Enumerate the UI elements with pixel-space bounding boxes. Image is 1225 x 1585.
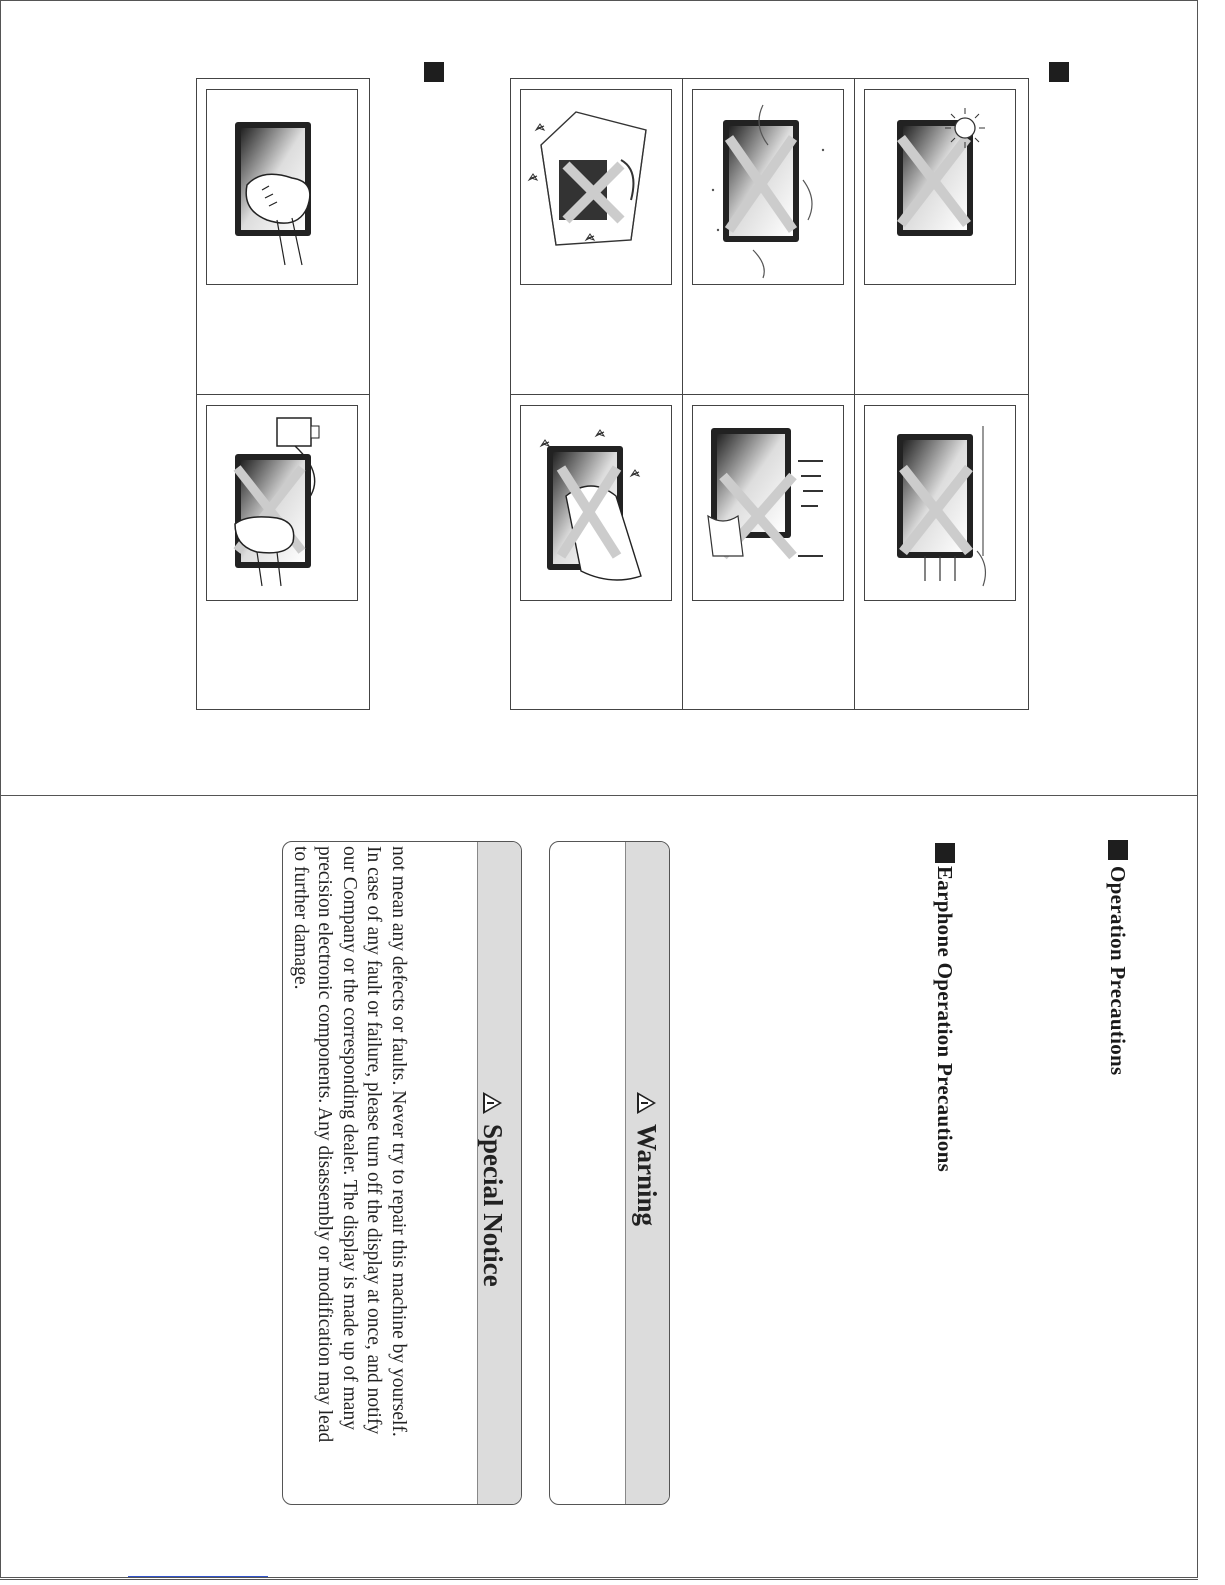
special-notice-title [477, 1092, 508, 1287]
cloth-wipe-plug-icon [206, 405, 358, 601]
moisture-icon [692, 405, 844, 601]
operation-heading-marker [1108, 840, 1128, 860]
water-drop-icon [692, 89, 844, 285]
impact-icon [520, 405, 672, 601]
notice-line-1: not mean any defects or faults. Never try to repair this machine by yourself. [388, 846, 409, 1437]
fold-line [0, 795, 1198, 796]
cloth-wipe-icon [206, 89, 358, 285]
footer-link-underline[interactable] [128, 1576, 268, 1577]
notice-line-5: to further damage. [290, 846, 311, 990]
notice-line-4: precision electronic components. Any disassembly or modification may lead [314, 846, 336, 1443]
special-notice-triangle-icon [483, 1092, 502, 1114]
warning-title-text: Warning [632, 1124, 662, 1227]
bag-crush-icon [520, 89, 672, 285]
earphone-heading-marker [935, 843, 955, 863]
earphone-precautions-heading: Earphone Operation Precautions [933, 866, 957, 1173]
special-notice-body [288, 846, 411, 1442]
sunlight-icon [864, 89, 1016, 285]
section-marker-left [424, 62, 444, 82]
operation-precautions-heading: Operation Precautions [1106, 866, 1130, 1076]
footer-line [0, 1579, 1198, 1580]
warning-triangle-icon [637, 1092, 656, 1114]
special-notice-title-text: Special Notice [478, 1124, 508, 1287]
notice-line-3: our Company or the corresponding dealer. The display is made up of many [339, 846, 360, 1430]
damp-hands-icon [864, 405, 1016, 601]
section-marker-right [1049, 62, 1069, 82]
warning-title [631, 1092, 662, 1226]
notice-line-2: In case of any fault or failure, please turn off the display at once, and notify [363, 846, 385, 1435]
